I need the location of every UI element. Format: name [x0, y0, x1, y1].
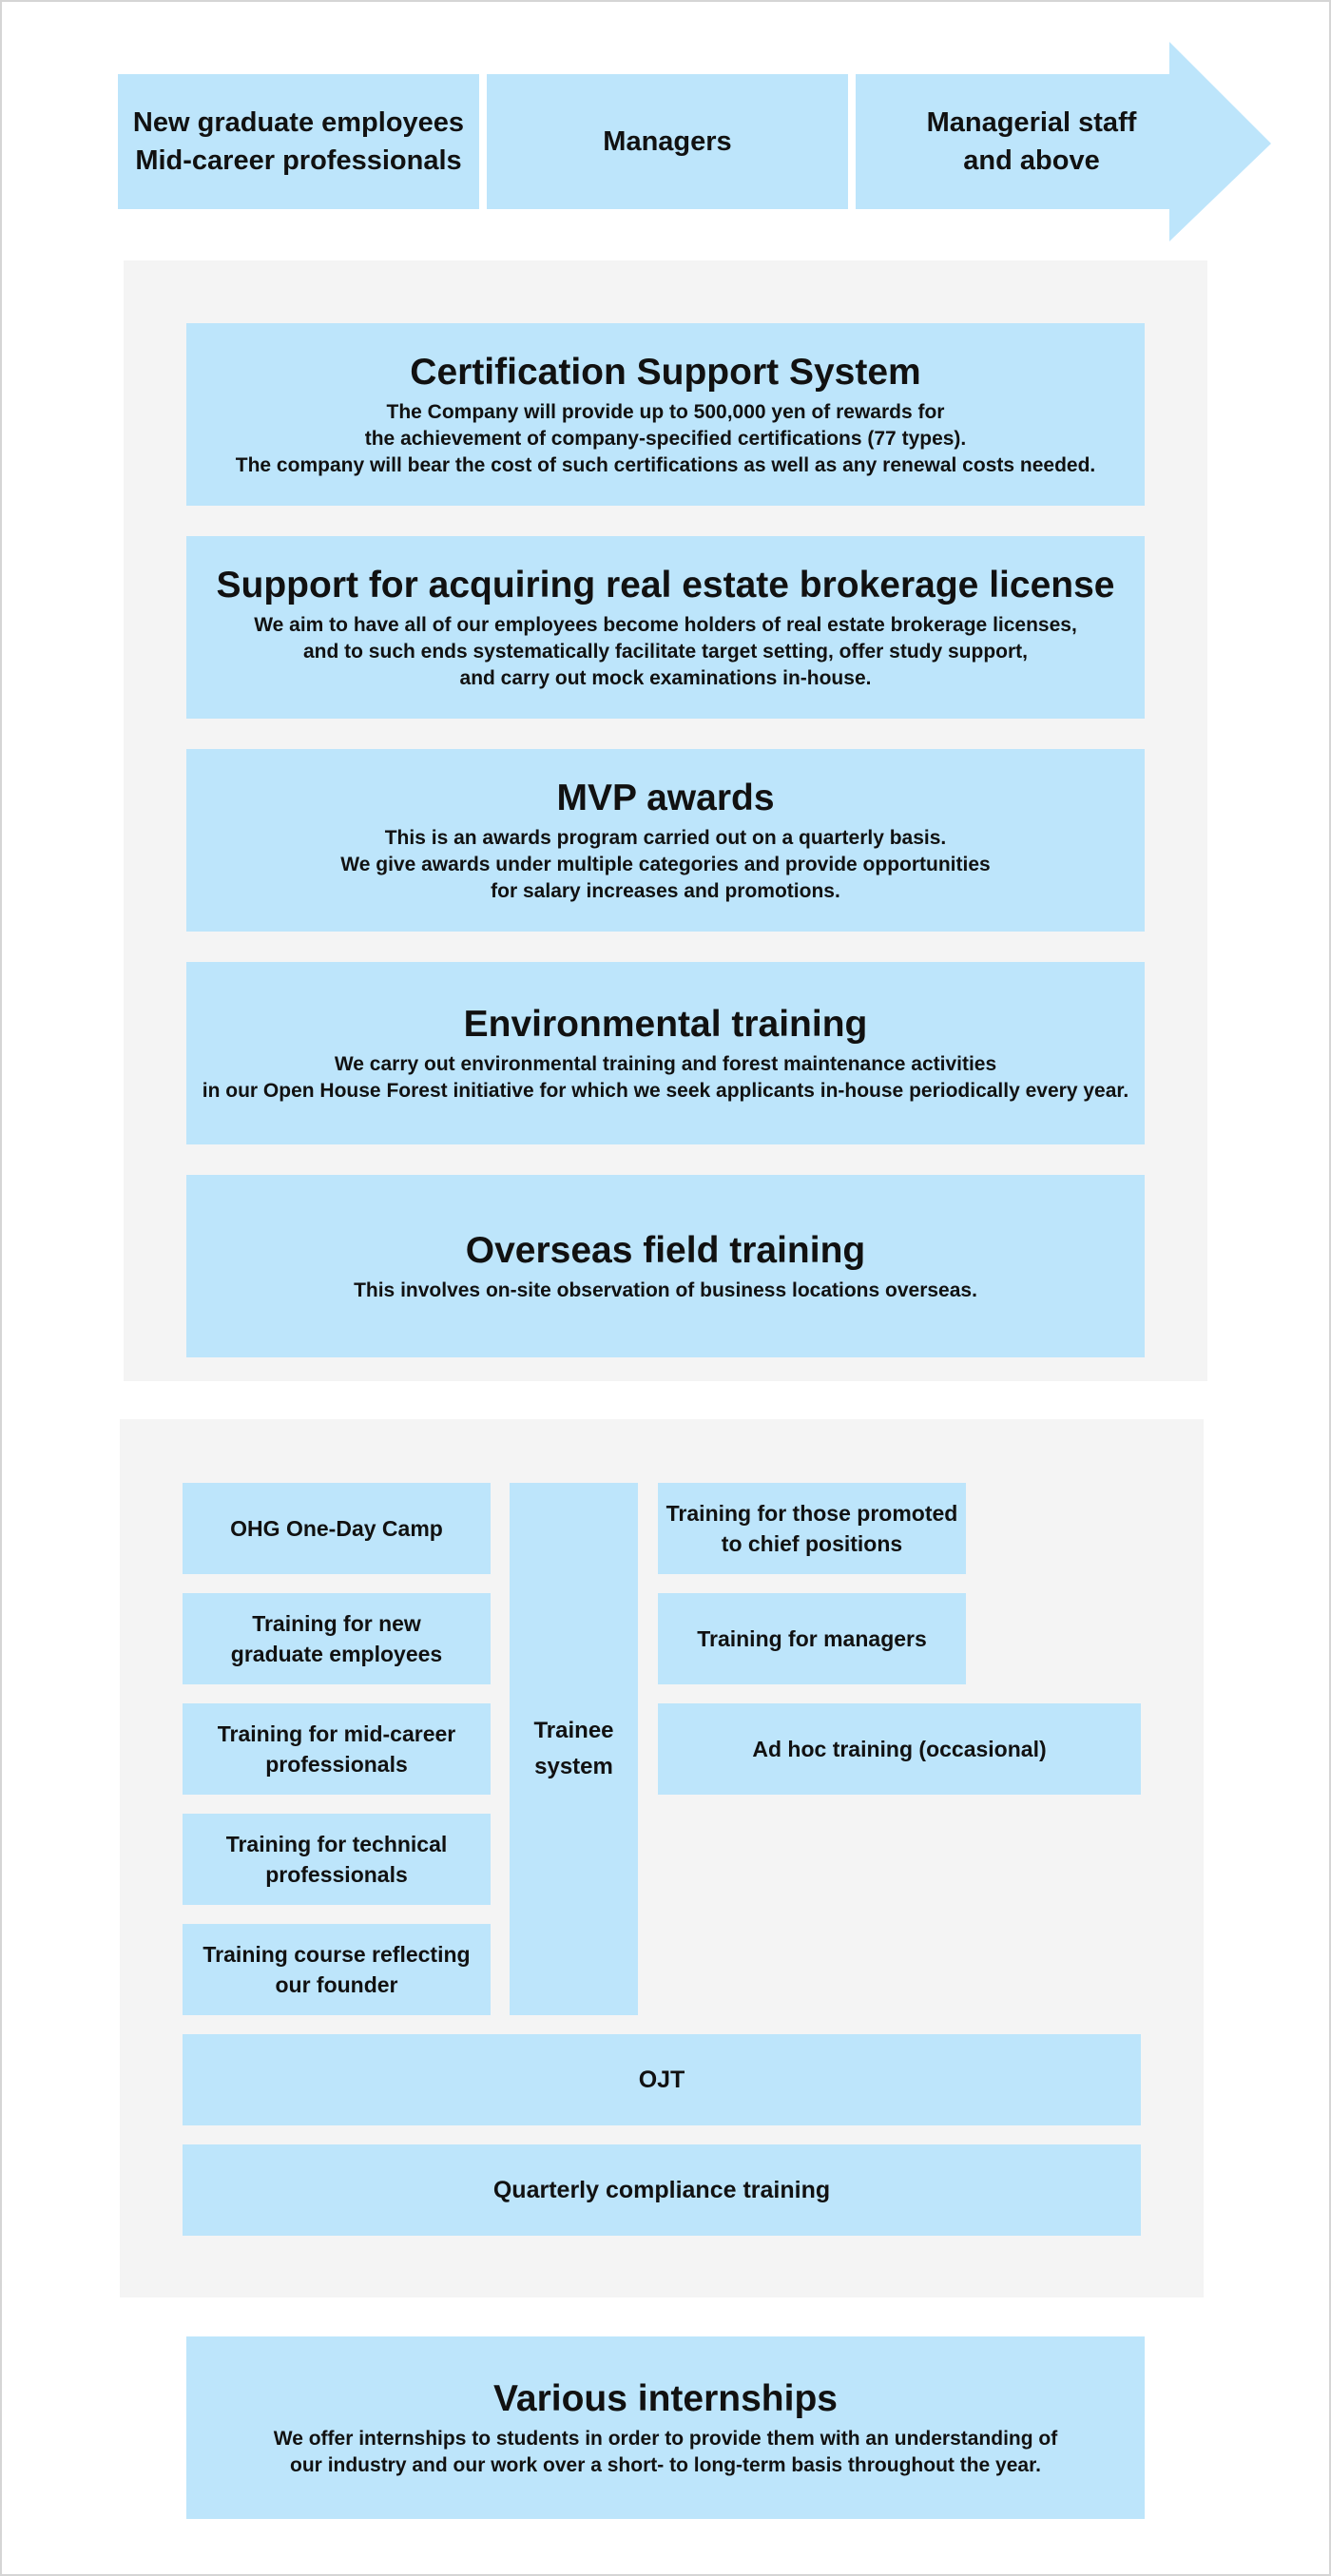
- program-internships: [186, 2336, 1145, 2519]
- training-quarterly-compliance: [183, 2144, 1141, 2236]
- program-description: [203, 1051, 1128, 1105]
- stage-line: Managerial staff: [926, 107, 1137, 138]
- description-line: and to such ends systematically facilitate target setting, offer study support,: [302, 641, 1028, 663]
- description-line: and carry out mock examinations in-house.: [459, 667, 872, 689]
- program-title: Certification Support System: [410, 352, 921, 393]
- program-title: MVP awards: [556, 778, 775, 818]
- training-label: professionals: [265, 1862, 408, 1887]
- training-label: Ad hoc training (occasional): [752, 1737, 1047, 1761]
- stage-new-graduate-mid-career: [118, 74, 479, 209]
- program-description: [254, 612, 1077, 692]
- training-label: Training for new: [252, 1611, 421, 1636]
- training-ad-hoc: [658, 1703, 1141, 1795]
- program-environmental-training: [186, 962, 1145, 1144]
- training-label: professionals: [265, 1752, 408, 1777]
- training-label: our founder: [275, 1972, 398, 1997]
- stage-managers: [487, 74, 848, 209]
- training-label: Training for managers: [697, 1626, 927, 1651]
- program-title: Various internships: [493, 2378, 838, 2419]
- training-new-graduates: [183, 1593, 491, 1684]
- description-line: the achievement of company-specified certifications (77 types).: [364, 428, 967, 450]
- description-line: We give awards under multiple categories and provide opportunities: [340, 854, 991, 875]
- description-line: This is an awards program carried out on a quarterly basis.: [384, 827, 947, 849]
- description-line: our industry and our work over a short- to long-term basis throughout the year.: [290, 2454, 1041, 2476]
- description-line: for salary increases and promotions.: [491, 880, 840, 902]
- training-label: Training for mid-career: [217, 1721, 456, 1746]
- program-mvp-awards: [186, 749, 1145, 932]
- training-founder-course: [183, 1924, 491, 2015]
- training-label: OJT: [638, 2066, 685, 2093]
- description-line: This involves on-site observation of business locations overseas.: [354, 1279, 977, 1301]
- stage-line: and above: [963, 145, 1100, 176]
- program-overseas-field-training: [186, 1175, 1145, 1357]
- stage-line: Mid-career professionals: [135, 145, 462, 176]
- trainee-system: [510, 1483, 638, 2015]
- trainee-label: Trainee: [533, 1718, 614, 1743]
- description-line: in our Open House Forest initiative for which we seek applicants in-house periodically every year.: [202, 1080, 1129, 1102]
- program-real-estate-license: [186, 536, 1145, 719]
- description-line: We carry out environmental training and forest maintenance activities: [334, 1053, 997, 1075]
- training-label: Quarterly compliance training: [492, 2176, 831, 2203]
- training-ohg-one-day-camp: [183, 1483, 491, 1574]
- training-managers: [658, 1593, 966, 1684]
- program-description: [354, 1278, 977, 1304]
- description-line: We offer internships to students in order to provide them with an understanding of: [273, 2428, 1058, 2450]
- training-label: graduate employees: [230, 1642, 443, 1666]
- training-label: OHG One-Day Camp: [230, 1516, 443, 1541]
- training-technical-professionals: [183, 1814, 491, 1905]
- program-certification-support: [186, 323, 1145, 506]
- program-description: [236, 399, 1095, 479]
- training-ojt: [183, 2034, 1141, 2125]
- training-label: Training for technical: [225, 1832, 448, 1856]
- training-label: to chief positions: [721, 1531, 903, 1556]
- program-title: Overseas field training: [465, 1230, 866, 1271]
- training-mid-career: [183, 1703, 491, 1795]
- description-line: The company will bear the cost of such certifications as well as any renewal costs needed.: [235, 454, 1096, 476]
- description-line: We aim to have all of our employees become holders of real estate brokerage licenses,: [254, 614, 1077, 636]
- trainee-label: system: [534, 1754, 613, 1779]
- description-line: The Company will provide up to 500,000 yen of rewards for: [386, 401, 945, 423]
- stage-line: Managers: [603, 126, 732, 157]
- stage-managerial-staff: [856, 74, 1207, 209]
- stage-line: New graduate employees: [132, 107, 465, 138]
- program-title: Support for acquiring real estate brokerage license: [216, 565, 1115, 606]
- training-label: Training course reflecting: [203, 1942, 471, 1967]
- program-description: [340, 825, 990, 905]
- training-label: Training for those promoted: [666, 1501, 958, 1526]
- training-chief-promotion: [658, 1483, 966, 1574]
- program-description: [274, 2426, 1057, 2479]
- program-title: Environmental training: [463, 1004, 868, 1045]
